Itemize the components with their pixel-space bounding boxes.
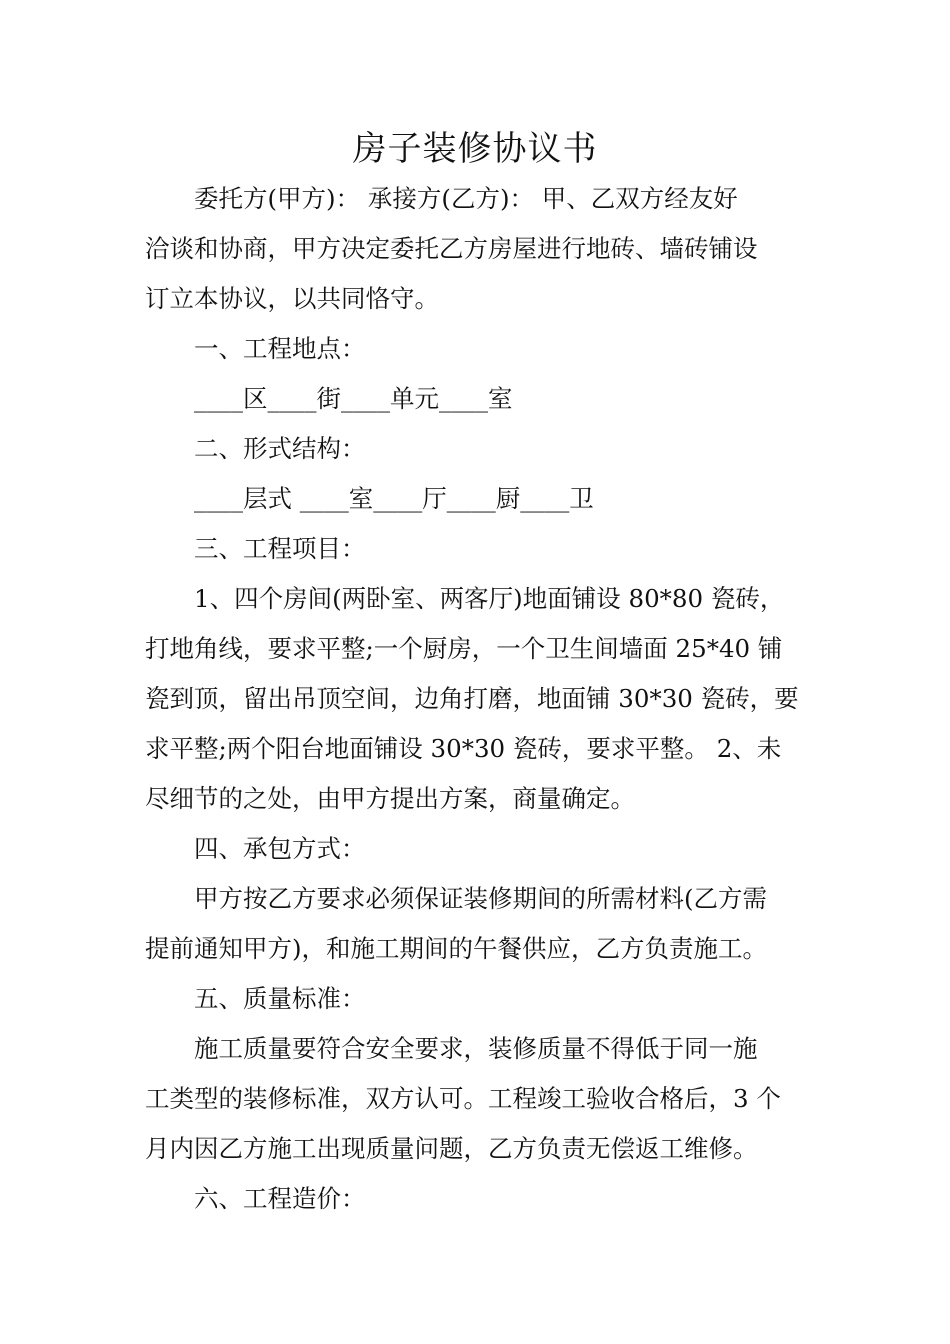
- section-4-line-2: 提前通知甲方)，和施工期间的午餐供应，乙方负责施工。: [145, 934, 768, 963]
- document-body: [145, 174, 807, 1224]
- section-2-fill-line: ____层式 ____室____厅____厨____卫: [194, 484, 594, 513]
- section-1-fill-line: ____区____街____单元____室: [194, 384, 513, 413]
- section-4-line-1: 甲方按乙方要求必须保证装修期间的所需材料(乙方需: [194, 884, 768, 913]
- document-title: 房子装修协议书: [352, 129, 598, 169]
- section-6-heading: 六、工程造价：: [194, 1184, 366, 1213]
- section-3-line-2: 打地角线，要求平整;一个厨房，一个卫生间墙面 25*40 铺: [145, 634, 783, 663]
- section-5-line-3: 月内因乙方施工出现质量问题，乙方负责无偿返工维修。: [145, 1134, 758, 1163]
- intro-line-3: 订立本协议，以共同恪守。: [145, 284, 439, 313]
- section-1-heading: 一、工程地点：: [194, 334, 366, 363]
- section-4-heading: 四、承包方式：: [194, 834, 366, 863]
- section-3-line-1: 1、四个房间(两卧室、两客厅)地面铺设 80*80 瓷砖，: [194, 584, 785, 613]
- section-3-line-4: 求平整;两个阳台地面铺设 30*30 瓷砖，要求平整。 2、未: [145, 734, 782, 763]
- section-2-heading: 二、形式结构：: [194, 434, 366, 463]
- intro-line-2: 洽谈和协商，甲方决定委托乙方房屋进行地砖、墙砖铺设: [145, 234, 758, 263]
- section-5-heading: 五、质量标准：: [194, 984, 366, 1013]
- section-5-line-1: 施工质量要符合安全要求，装修质量不得低于同一施: [194, 1034, 758, 1063]
- section-3-heading: 三、工程项目：: [194, 534, 366, 563]
- section-3-line-5: 尽细节的之处，由甲方提出方案，商量确定。: [145, 784, 635, 813]
- section-5-line-2: 工类型的装修标准，双方认可。工程竣工验收合格后，3 个: [145, 1084, 781, 1113]
- intro-line-1: 委托方(甲方)： 承接方(乙方)： 甲、乙双方经友好: [194, 184, 738, 213]
- section-3-line-3: 瓷到顶，留出吊顶空间，边角打磨，地面铺 30*30 瓷砖，要: [145, 684, 799, 713]
